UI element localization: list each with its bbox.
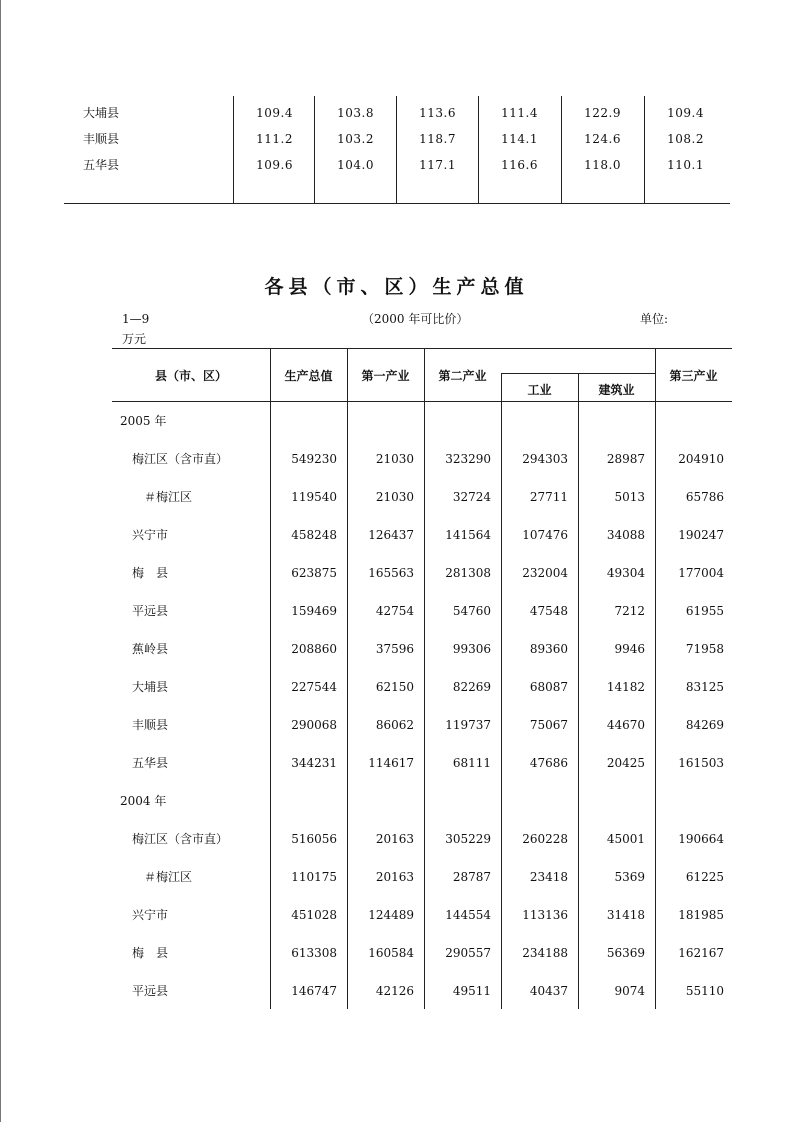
table-cell: 141564 (445, 528, 491, 542)
unit-label: 单位: (640, 312, 669, 326)
table-cell: 208860 (291, 642, 337, 656)
table-row (112, 972, 732, 1010)
table-cell: 111.4 (501, 106, 538, 120)
table-cell: 165563 (368, 566, 414, 580)
table-cell: 290557 (445, 946, 491, 960)
table-cell: 65786 (685, 490, 724, 504)
row-label: 大埔县 (83, 106, 120, 120)
table-row (112, 440, 732, 478)
header-construction: 建筑业 (598, 383, 635, 397)
table-cell: 113.6 (419, 106, 456, 120)
table-row (112, 820, 732, 858)
table-cell: 45001 (606, 832, 645, 846)
table-cell: 21030 (375, 452, 414, 466)
table-cell: 117.1 (419, 158, 456, 172)
table-cell: 110175 (291, 870, 337, 884)
table-cell: 294303 (522, 452, 568, 466)
table-cell: 9074 (614, 984, 645, 998)
table-row (112, 402, 732, 440)
table-cell: 20425 (606, 756, 645, 770)
table-cell: 84269 (685, 718, 724, 732)
table-row (112, 744, 732, 782)
table-cell: 144554 (445, 908, 491, 922)
header-primary: 第一产业 (361, 369, 410, 383)
table-cell: 111.2 (256, 132, 293, 146)
table-cell: 34088 (606, 528, 645, 542)
table-cell: 28787 (452, 870, 491, 884)
table-cell: 47686 (529, 756, 568, 770)
table-cell: 181985 (678, 908, 724, 922)
table-cell: 109.6 (256, 158, 293, 172)
header-gdp: 生产总值 (284, 369, 333, 383)
table-row (112, 554, 732, 592)
table-cell: 83125 (685, 680, 724, 694)
table-cell: 118.0 (584, 158, 621, 172)
table-cell: 290068 (291, 718, 337, 732)
table-row (112, 896, 732, 934)
row-label: ＃梅江区 (144, 870, 193, 884)
table-cell: 227544 (291, 680, 337, 694)
table-cell: 109.4 (667, 106, 704, 120)
table-cell: 108.2 (667, 132, 704, 146)
table-cell: 126437 (368, 528, 414, 542)
table-cell: 62150 (375, 680, 414, 694)
row-label: 蕉岭县 (132, 642, 169, 656)
table-cell: 61955 (685, 604, 724, 618)
table-cell: 119540 (291, 490, 337, 504)
table-cell: 5013 (614, 490, 645, 504)
table-cell: 146747 (291, 984, 337, 998)
header-industry: 工业 (527, 383, 552, 397)
table-cell: 613308 (291, 946, 337, 960)
table-row (112, 934, 732, 972)
table-cell: 14182 (606, 680, 645, 694)
table-cell: 104.0 (337, 158, 374, 172)
table-cell: 161503 (678, 756, 724, 770)
header-secondary: 第二产业 (438, 369, 487, 383)
table-cell: 68087 (529, 680, 568, 694)
table-cell: 28987 (606, 452, 645, 466)
row-label: ＃梅江区 (144, 490, 193, 504)
header-subdivider (501, 373, 655, 374)
table-cell: 75067 (529, 718, 568, 732)
table-cell: 124489 (368, 908, 414, 922)
table-cell: 114617 (368, 756, 414, 770)
table-cell: 61225 (685, 870, 724, 884)
header-region: 县（市、区） (154, 369, 227, 383)
table-number: 1—9 (122, 312, 150, 326)
table-row (112, 516, 732, 554)
table-row (64, 152, 730, 178)
row-label: 平远县 (132, 984, 169, 998)
table-cell: 159469 (291, 604, 337, 618)
continuation-table (64, 96, 730, 204)
row-label: 梅江区（含市直） (132, 452, 229, 466)
table-cell: 451028 (291, 908, 337, 922)
table-row (112, 478, 732, 516)
table-cell: 31418 (606, 908, 645, 922)
table-cell: 5369 (614, 870, 645, 884)
table-cell: 458248 (291, 528, 337, 542)
table-cell: 234188 (522, 946, 568, 960)
table-cell: 177004 (678, 566, 724, 580)
table-cell: 103.2 (337, 132, 374, 146)
table-cell: 20163 (375, 870, 414, 884)
gdp-table (112, 348, 732, 1009)
table-cell: 40437 (529, 984, 568, 998)
table-cell: 37596 (375, 642, 414, 656)
table-cell: 49511 (452, 984, 491, 998)
page-edge (0, 0, 1, 1122)
table-cell: 113136 (522, 908, 568, 922)
row-label: 梅 县 (132, 566, 169, 580)
table-cell: 20163 (375, 832, 414, 846)
table-cell: 260228 (522, 832, 568, 846)
row-label: 梅江区（含市直） (132, 832, 229, 846)
table-cell: 122.9 (584, 106, 621, 120)
table-cell: 7212 (614, 604, 645, 618)
table-cell: 109.4 (256, 106, 293, 120)
table-cell: 162167 (678, 946, 724, 960)
row-label: 梅 县 (132, 946, 169, 960)
row-label: 丰顺县 (132, 718, 169, 732)
table-cell: 124.6 (584, 132, 621, 146)
row-label: 五华县 (132, 756, 169, 770)
table-cell: 32724 (452, 490, 491, 504)
table-cell: 305229 (445, 832, 491, 846)
table-cell: 42754 (375, 604, 414, 618)
table-cell: 116.6 (501, 158, 538, 172)
table-cell: 190247 (678, 528, 724, 542)
table-cell: 119737 (445, 718, 491, 732)
table-cell: 9946 (614, 642, 645, 656)
table-cell: 160584 (368, 946, 414, 960)
table-cell: 23418 (529, 870, 568, 884)
table-cell: 190664 (678, 832, 724, 846)
table-cell: 549230 (291, 452, 337, 466)
table-cell: 110.1 (667, 158, 704, 172)
table-row (112, 706, 732, 744)
row-label: 五华县 (83, 158, 120, 172)
unit-value: 万元 (122, 332, 147, 346)
row-label: 兴宁市 (132, 908, 169, 922)
table-cell: 49304 (606, 566, 645, 580)
table-cell: 204910 (678, 452, 724, 466)
year-label: 2005 年 (120, 414, 167, 428)
table-cell: 42126 (375, 984, 414, 998)
table-cell: 623875 (291, 566, 337, 580)
table-cell: 232004 (522, 566, 568, 580)
table-cell: 89360 (529, 642, 568, 656)
page-title: 各县（市、区）生产总值 (264, 276, 529, 298)
table-cell: 21030 (375, 490, 414, 504)
table-row (64, 100, 730, 126)
table-cell: 55110 (685, 984, 724, 998)
table-row (112, 782, 732, 820)
year-label: 2004 年 (120, 794, 167, 808)
table-cell: 344231 (291, 756, 337, 770)
table-row (112, 630, 732, 668)
table-cell: 54760 (452, 604, 491, 618)
table-cell: 107476 (522, 528, 568, 542)
table-cell: 68111 (452, 756, 491, 770)
table-cell: 114.1 (501, 132, 538, 146)
table-cell: 47548 (529, 604, 568, 618)
table-cell: 516056 (291, 832, 337, 846)
table-cell: 99306 (452, 642, 491, 656)
table-cell: 82269 (452, 680, 491, 694)
table-cell: 323290 (445, 452, 491, 466)
table-cell: 103.8 (337, 106, 374, 120)
table-row (112, 668, 732, 706)
table-cell: 44670 (606, 718, 645, 732)
table-cell: 281308 (445, 566, 491, 580)
table-cell: 71958 (685, 642, 724, 656)
table-cell: 27711 (529, 490, 568, 504)
table-row (64, 126, 730, 152)
price-basis: （2000 年可比价） (362, 312, 469, 326)
table-cell: 118.7 (419, 132, 456, 146)
row-label: 兴宁市 (132, 528, 169, 542)
table-row (112, 592, 732, 630)
table-cell: 86062 (375, 718, 414, 732)
row-label: 平远县 (132, 604, 169, 618)
header-tertiary: 第三产业 (669, 369, 718, 383)
table-cell: 56369 (606, 946, 645, 960)
row-label: 丰顺县 (83, 132, 120, 146)
row-label: 大埔县 (132, 680, 169, 694)
table-row (112, 858, 732, 896)
